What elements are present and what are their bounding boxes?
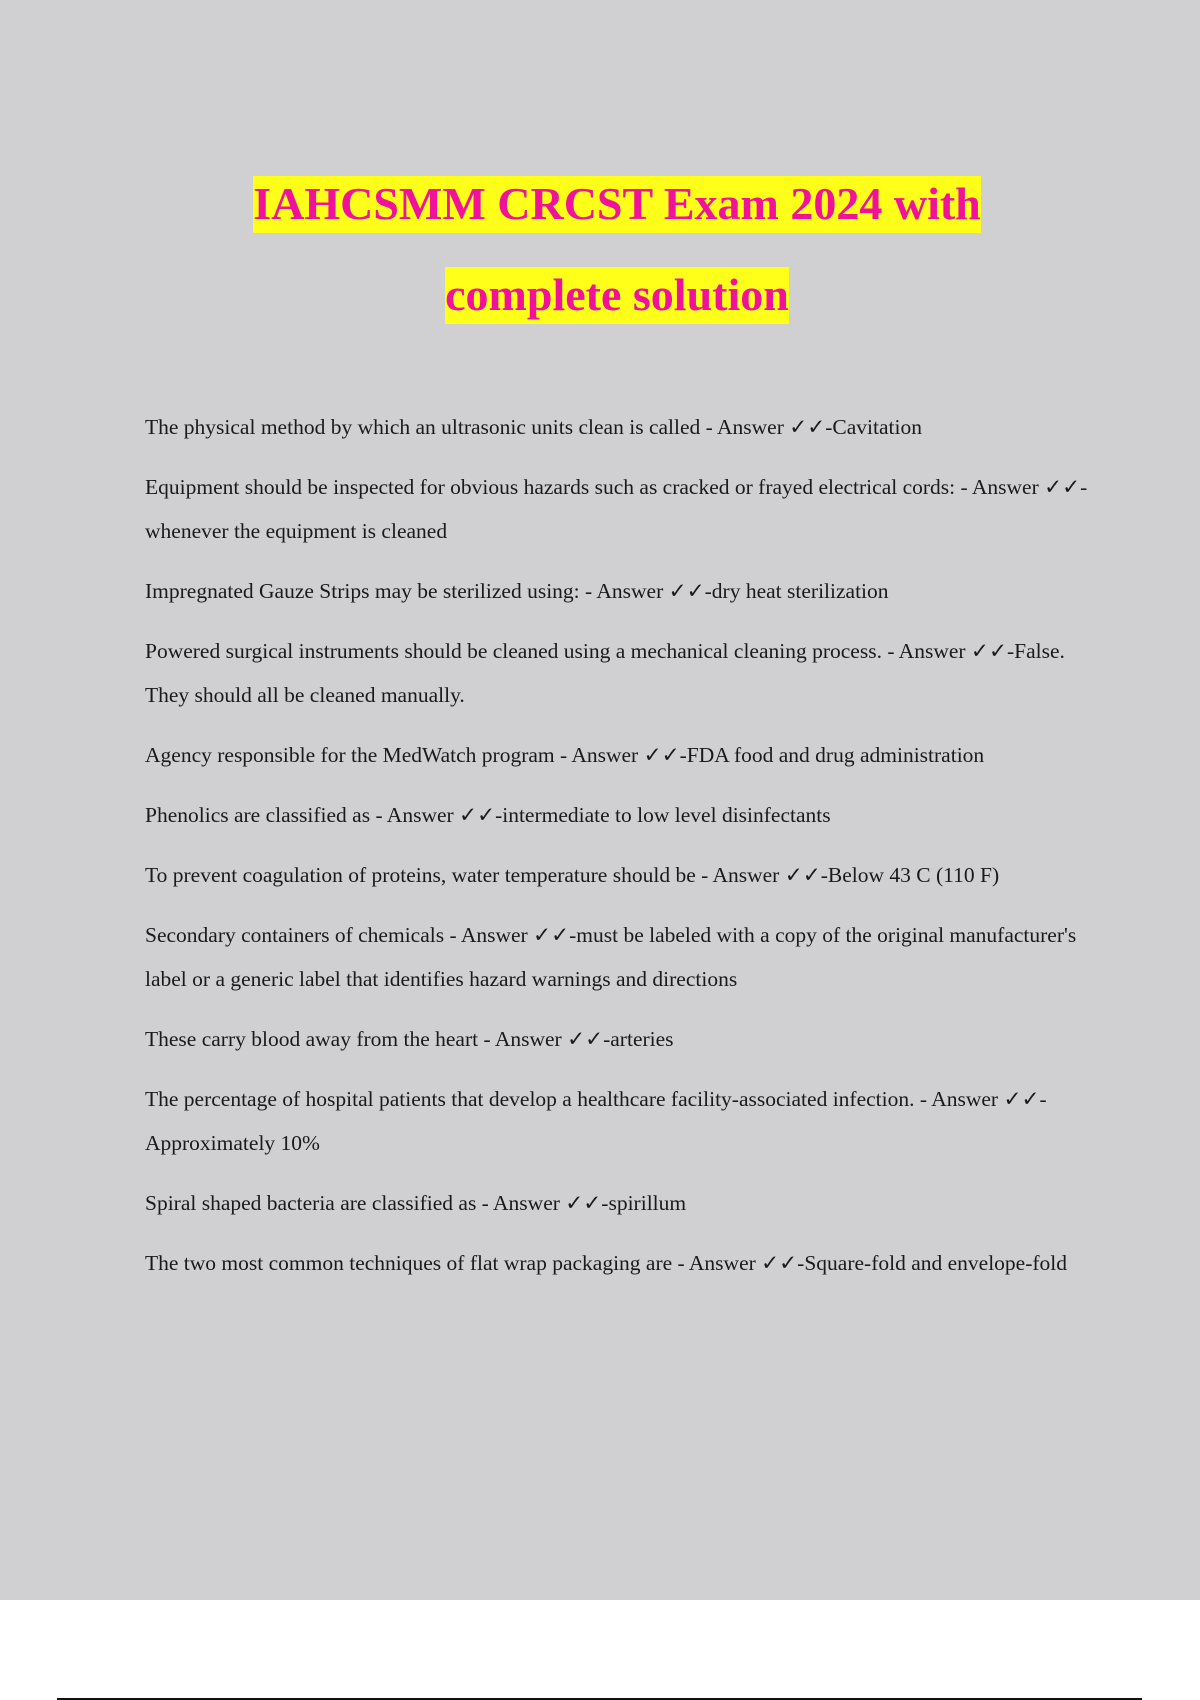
page-footer [0,1600,1200,1700]
qa-item-11: Spiral shaped bacteria are classified as - Answer ✓✓-spirillum [145,1191,687,1215]
title-line-2 [0,249,1200,340]
qa-item-1: The physical method by which an ultrasonic units clean is called - Answer ✓✓-Cavitation [145,415,922,439]
question-answer-list [145,405,1090,1301]
qa-item-3: Impregnated Gauze Strips may be sterilized using: - Answer ✓✓-dry heat sterilization [145,579,889,603]
title-line-1-text: IAHCSMM CRCST Exam 2024 with [253,176,981,233]
qa-item-7: To prevent coagulation of proteins, water temperature should be - Answer ✓✓-Below 43 C (110 F) [145,863,1000,887]
qa-item-12: The two most common techniques of flat wrap packaging are - Answer ✓✓-Square-fold and envelope-fold [145,1251,1068,1275]
qa-item-8: Secondary containers of chemicals - Answer ✓✓-must be labeled with a copy of the original manufacturer's label or a generic label that identifies hazard warnings and directions [145,923,1077,991]
qa-item-10: The percentage of hospital patients that develop a healthcare facility-associated infection. - Answer ✓✓-Approximately 10% [145,1087,1047,1155]
qa-item-6: Phenolics are classified as - Answer ✓✓-intermediate to low level disinfectants [145,803,831,827]
qa-item-4: Powered surgical instruments should be cleaned using a mechanical cleaning process. - Answer ✓✓-False. They should all be cleaned manually. [145,639,1065,707]
title-line-1 [0,158,1200,249]
page-title [0,158,1200,340]
qa-item-5: Agency responsible for the MedWatch program - Answer ✓✓-FDA food and drug administration [145,743,985,767]
title-line-2-text: complete solution [445,267,789,324]
qa-item-2: Equipment should be inspected for obvious hazards such as cracked or frayed electrical cords: - Answer ✓✓-whenever the equipment is cleaned [145,475,1088,543]
qa-item-9: These carry blood away from the heart - Answer ✓✓-arteries [145,1027,674,1051]
